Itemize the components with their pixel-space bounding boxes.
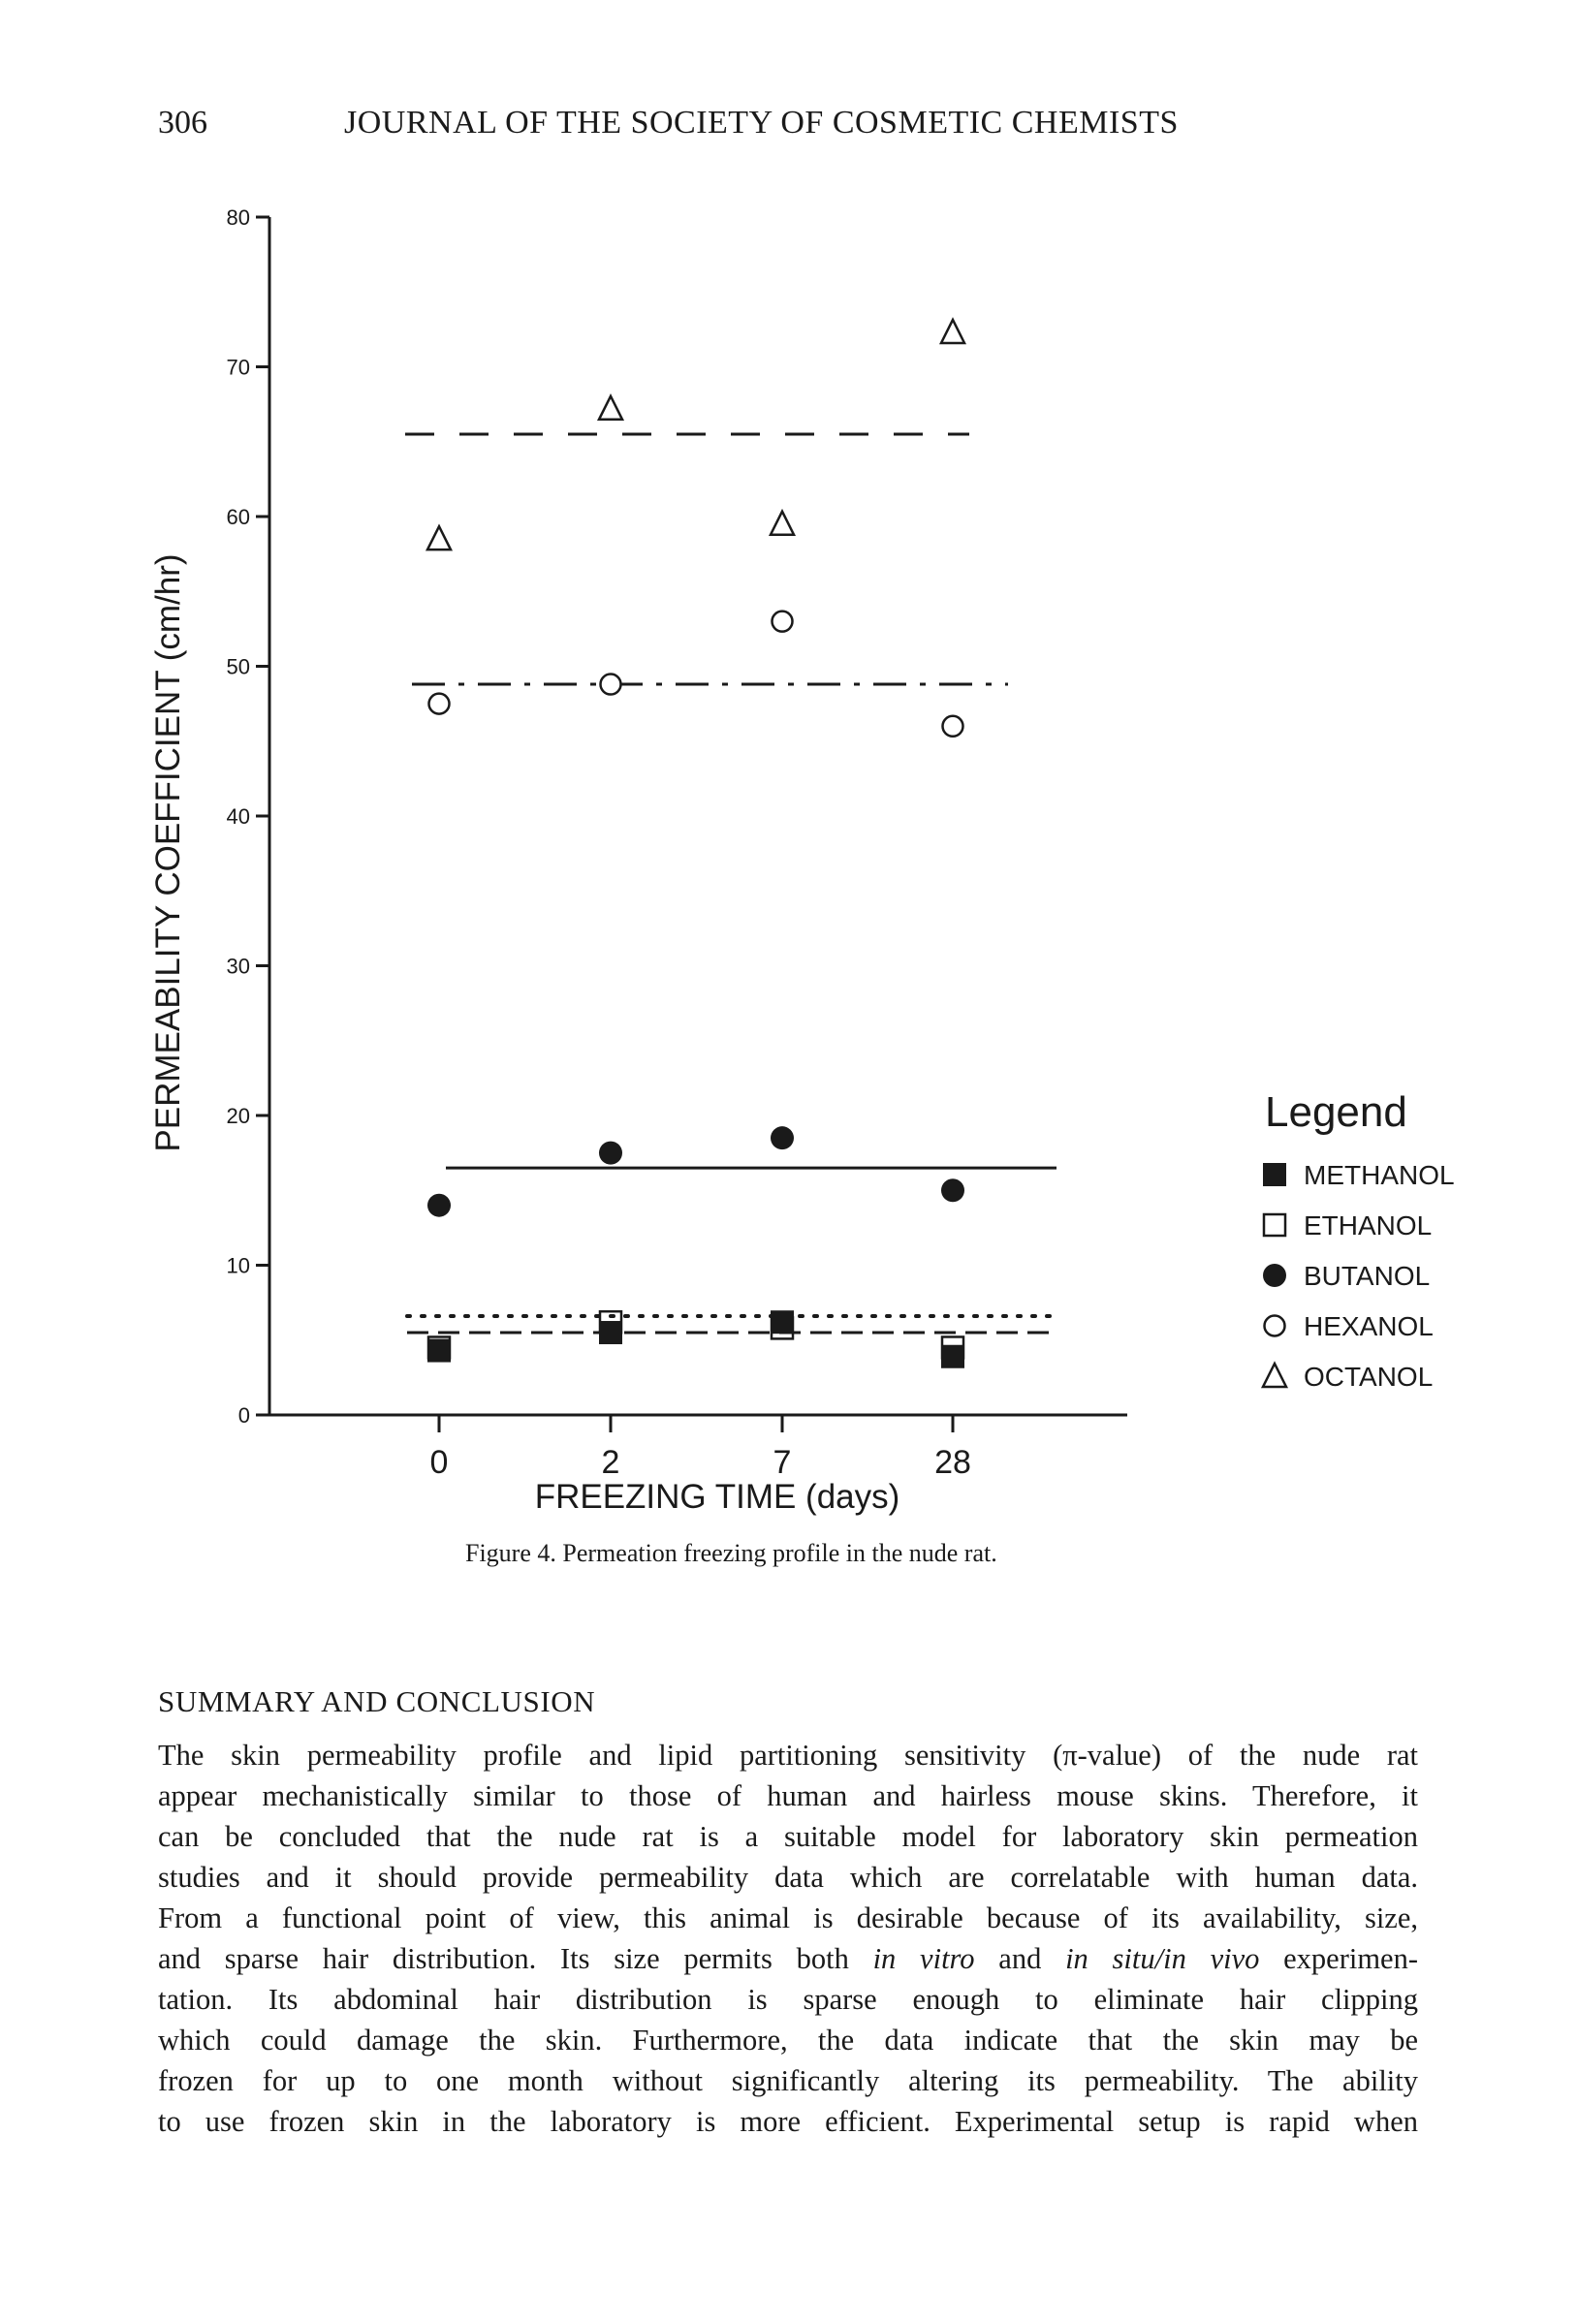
- point-methanol: [941, 1345, 964, 1368]
- point-octanol: [771, 512, 794, 535]
- point-butanol: [599, 1142, 622, 1165]
- legend-marker-octanol: [1263, 1364, 1286, 1387]
- legend-title: Legend: [1265, 1088, 1407, 1136]
- section-heading: SUMMARY AND CONCLUSION: [158, 1684, 596, 1718]
- body-line: From a functional point of view, this animal is desirable because of its availability, size,: [158, 1901, 1418, 1934]
- y-tick-label: 20: [226, 1104, 250, 1128]
- x-tick-label: 7: [773, 1444, 792, 1481]
- legend-marker-butanol: [1263, 1264, 1286, 1287]
- body-line-mixed: [158, 1938, 1418, 1979]
- legend-marker-hexanol: [1265, 1316, 1285, 1336]
- figure-caption: [465, 1539, 1338, 1568]
- body-line-segment: experimen-: [1259, 1942, 1418, 1975]
- body-line: can be concluded that the nude rat is a suitable model for laboratory skin permeation: [158, 1820, 1418, 1853]
- point-butanol: [941, 1178, 964, 1202]
- point-methanol: [599, 1321, 622, 1344]
- x-tick-label: 2: [601, 1444, 620, 1481]
- running-head: JOURNAL OF THE SOCIETY OF COSMETIC CHEMISTS: [344, 105, 1179, 141]
- page-header: [0, 105, 1577, 153]
- point-hexanol: [773, 612, 793, 632]
- point-hexanol: [429, 694, 450, 714]
- point-butanol: [771, 1126, 794, 1149]
- italic-term: in vitro: [872, 1942, 975, 1975]
- legend-label: HEXANOL: [1304, 1311, 1434, 1341]
- legend-marker-methanol: [1263, 1163, 1286, 1186]
- body-line: to use frozen skin in the laboratory is more efficient. Experimental setup is rapid when: [158, 2105, 1418, 2138]
- y-tick-label: 10: [226, 1253, 250, 1278]
- legend-label: OCTANOL: [1304, 1362, 1434, 1392]
- y-axis-title: PERMEABILITY COEFFICIENT (cm/hr): [149, 553, 187, 1152]
- body-line: tation. Its abdominal hair distribution is sparse enough to eliminate hair clipping: [158, 1983, 1418, 2016]
- body-line: appear mechanistically similar to those of human and hairless mouse skins. Therefore, it: [158, 1779, 1418, 1812]
- body-line: frozen for up to one month without significantly altering its permeability. The ability: [158, 2064, 1418, 2097]
- x-tick-label: 0: [429, 1444, 449, 1481]
- y-tick-label: 0: [237, 1403, 250, 1428]
- x-tick-label: 28: [934, 1444, 971, 1481]
- figure-caption-text: Permeation freezing profile in the nude rat.: [562, 1539, 997, 1567]
- figure-label: Figure 4.: [465, 1539, 556, 1567]
- point-octanol: [599, 396, 622, 420]
- y-tick-label: 50: [226, 654, 250, 679]
- body-line: The skin permeability profile and lipid partitioning sensitivity (π-value) of the nude rat: [158, 1739, 1418, 1772]
- body-line: studies and it should provide permeability data which are correlatable with human data.: [158, 1861, 1418, 1894]
- italic-term: in situ/in vivo: [1065, 1942, 1260, 1975]
- body-paragraph: [158, 1735, 1418, 2142]
- point-hexanol: [601, 675, 621, 695]
- page-number: 306: [158, 105, 207, 141]
- permeation-chart: [0, 174, 1577, 1531]
- point-octanol: [941, 320, 964, 343]
- point-hexanol: [943, 716, 963, 737]
- body-line: which could damage the skin. Furthermore, the data indicate that the skin may be: [158, 2024, 1418, 2057]
- y-tick-label: 70: [226, 355, 250, 380]
- y-tick-label: 60: [226, 505, 250, 529]
- legend-label: METHANOL: [1304, 1160, 1455, 1190]
- legend-label: BUTANOL: [1304, 1261, 1431, 1291]
- y-tick-label: 80: [226, 205, 250, 230]
- point-octanol: [427, 526, 451, 550]
- point-methanol: [771, 1310, 794, 1334]
- body-line-segment: and sparse hair distribution. Its size permits both: [158, 1942, 873, 1975]
- body-line-segment: and: [974, 1942, 1066, 1975]
- x-axis-title: FREEZING TIME (days): [534, 1478, 900, 1516]
- point-methanol: [427, 1339, 451, 1363]
- legend-label: ETHANOL: [1304, 1210, 1433, 1241]
- point-butanol: [427, 1194, 451, 1217]
- y-tick-label: 30: [226, 954, 250, 979]
- legend-marker-ethanol: [1264, 1214, 1285, 1236]
- y-tick-label: 40: [226, 804, 250, 829]
